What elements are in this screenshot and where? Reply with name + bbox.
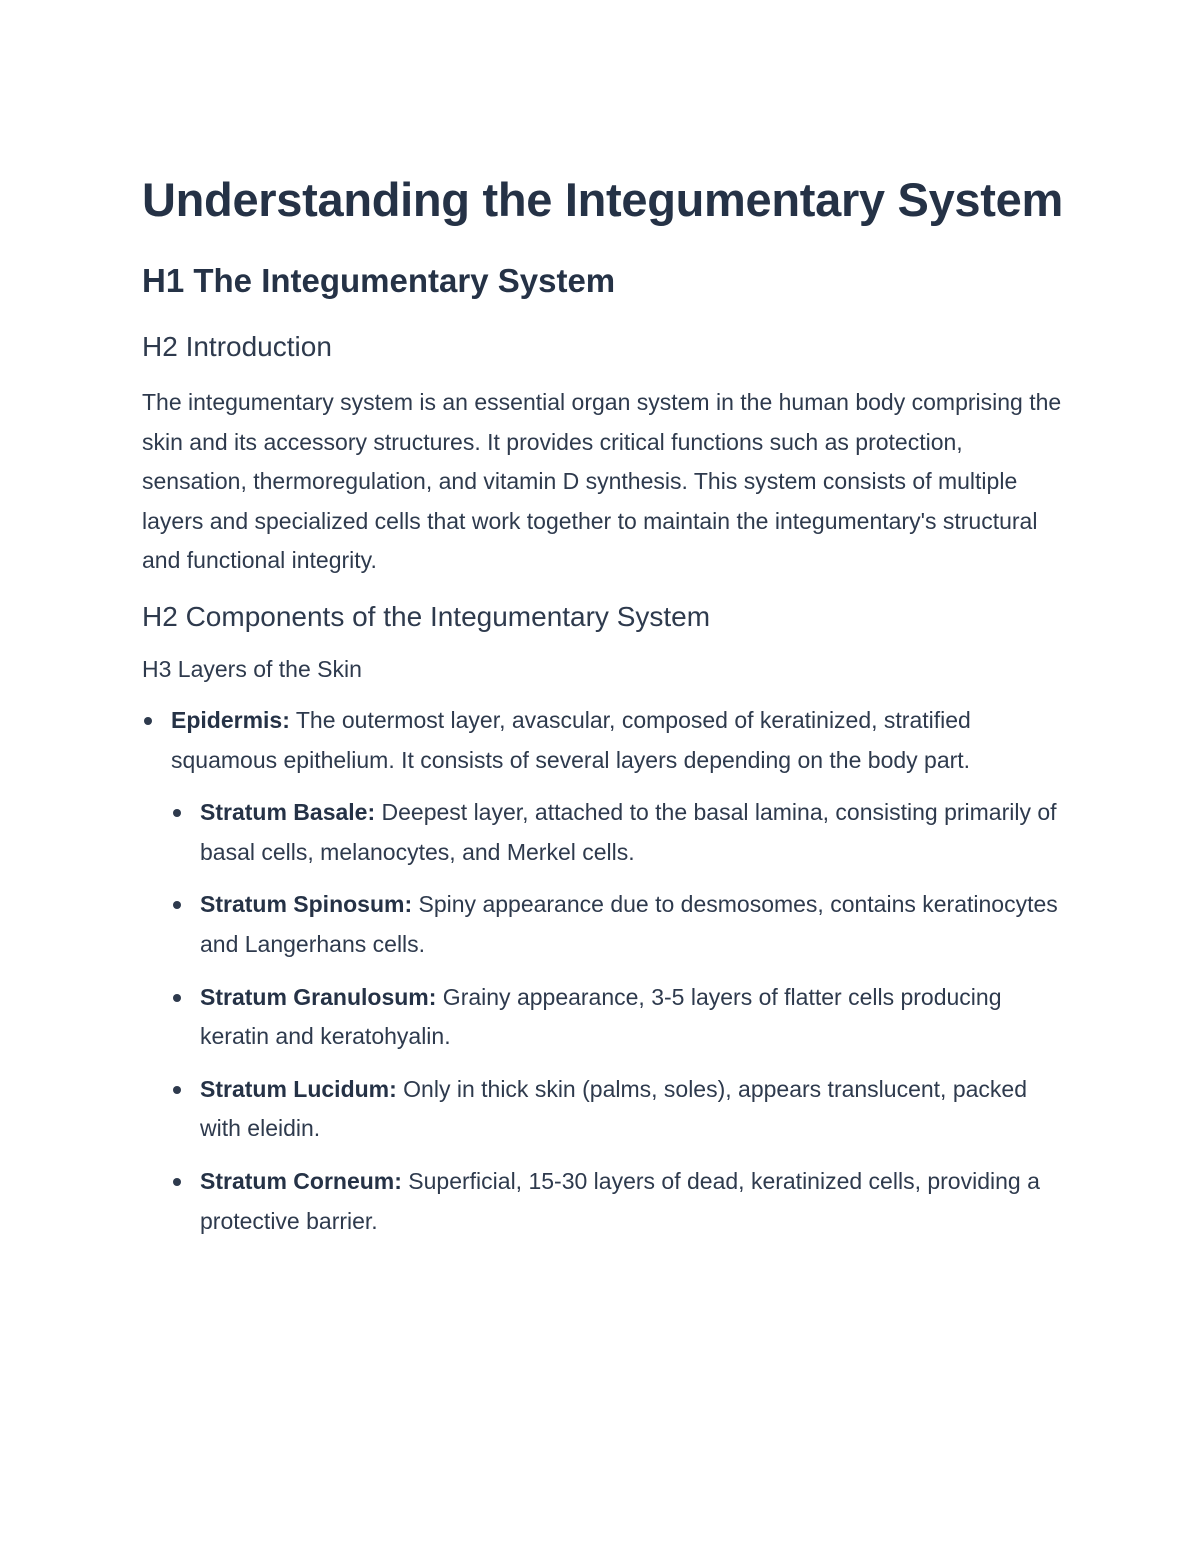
document-page bbox=[142, 168, 1072, 1254]
components-heading: H2 Components of the Integumentary System bbox=[142, 600, 711, 632]
list-item-stratum-granulosum bbox=[171, 978, 1072, 1057]
list-item-epidermis bbox=[142, 701, 1072, 1241]
list-item-stratum-basale bbox=[171, 793, 1072, 872]
stratum-spinosum-description: Spiny appearance due to desmosomes, contains keratinocytes and Langerhans cells. bbox=[200, 891, 1058, 957]
list-item-stratum-spinosum bbox=[171, 885, 1072, 964]
document-title: Understanding the Integumentary System bbox=[142, 173, 1063, 226]
list-item-stratum-lucidum bbox=[171, 1070, 1072, 1149]
stratum-granulosum-term: Stratum Granulosum: bbox=[200, 983, 437, 1010]
epidermis-strata-list bbox=[171, 793, 1072, 1241]
stratum-lucidum-term: Stratum Lucidum: bbox=[200, 1075, 397, 1102]
stratum-corneum-term: Stratum Corneum: bbox=[200, 1167, 402, 1194]
stratum-basale-term: Stratum Basale: bbox=[200, 799, 376, 826]
stratum-spinosum-term: Stratum Spinosum: bbox=[200, 891, 413, 918]
skin-layers-list bbox=[142, 701, 1072, 1241]
list-item-stratum-corneum bbox=[171, 1162, 1072, 1241]
stratum-lucidum-description: Only in thick skin (palms, soles), appears translucent, packed with eleidin. bbox=[200, 1075, 1028, 1142]
stratum-corneum-description: Superficial, 15-30 layers of dead, keratinized cells, providing a protective barrier. bbox=[200, 1167, 1040, 1234]
section-heading-h1: H1 The Integumentary System bbox=[142, 262, 616, 299]
epidermis-term: Epidermis: bbox=[171, 706, 290, 733]
introduction-paragraph: The integumentary system is an essential organ system in the human body comprising the skin and its accessory structures. It provides critical functions such as protection, sensation, thermoregulation, and vitamin D synthesis. This system consists of multiple layers and specialized cells that work together to maintain the integumentary's structural and functional integrity. bbox=[142, 389, 1062, 574]
stratum-granulosum-description: Grainy appearance, 3-5 layers of flatter cells producing keratin and keratohyalin. bbox=[200, 983, 1002, 1050]
layers-of-skin-heading: H3 Layers of the Skin bbox=[142, 655, 362, 682]
stratum-basale-description: Deepest layer, attached to the basal lamina, consisting primarily of basal cells, melanocytes, and Merkel cells. bbox=[200, 799, 1057, 865]
epidermis-description: The outermost layer, avascular, composed of keratinized, stratified squamous epithelium. It consists of several layers depending on the body part. bbox=[171, 706, 971, 773]
introduction-heading: H2 Introduction bbox=[142, 331, 332, 362]
